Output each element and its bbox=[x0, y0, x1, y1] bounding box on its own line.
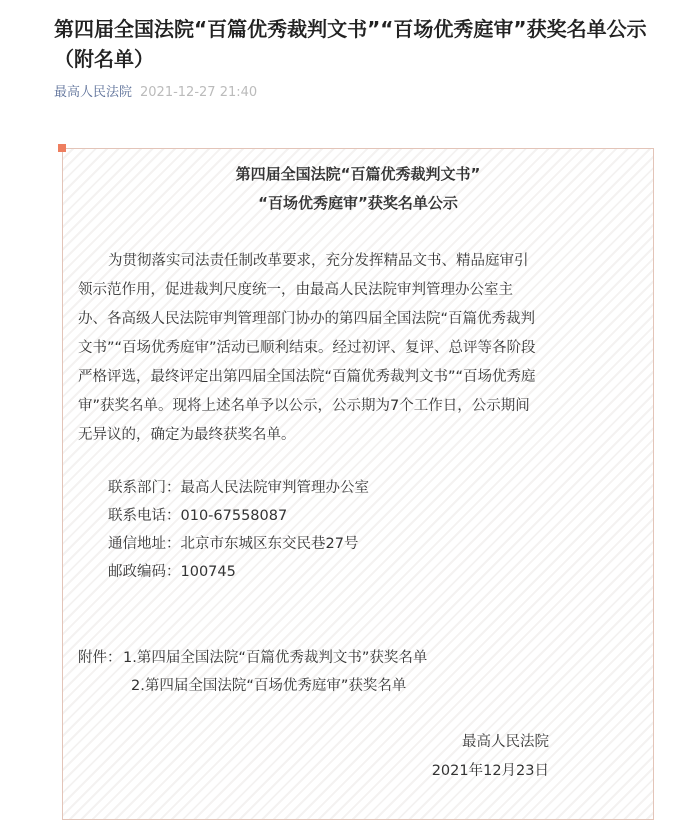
attachment-item: 1.第四届全国法院“百篇优秀裁判文书”获奖名单 bbox=[123, 650, 428, 666]
body-line: 为贯彻落实司法责任制改革要求，充分发挥精品文书、精品庭审引 bbox=[108, 253, 529, 269]
notice-date: 2021年12月23日 bbox=[431, 763, 549, 779]
article-title: 第四届全国法院“百篇优秀裁判文书”“百场优秀庭审”获奖名单公示（附名单） bbox=[54, 17, 647, 71]
publish-time: 2021-12-27 21:40 bbox=[140, 85, 258, 100]
contact-postcode: 邮政编码：100745 bbox=[108, 564, 236, 580]
body-line: 无异议的，确定为最终获奖名单。 bbox=[78, 427, 296, 443]
body-line: 严格评选，最终评定出第四届全国法院“百篇优秀裁判文书”“百场优秀庭 bbox=[78, 369, 536, 385]
notice-heading-1: 第四届全国法院“百篇优秀裁判文书” bbox=[235, 165, 481, 183]
article-meta bbox=[54, 81, 257, 100]
body-line: 领示范作用，促进裁判尺度统一，由最高人民法院审判管理办公室主 bbox=[78, 282, 513, 298]
contact-department: 联系部门：最高人民法院审判管理办公室 bbox=[108, 480, 369, 496]
contact-address: 通信地址：北京市东城区东交民巷27号 bbox=[108, 536, 359, 552]
attachment-item: 2.第四届全国法院“百场优秀庭审”获奖名单 bbox=[131, 678, 407, 694]
source-link[interactable]: 最高人民法院 bbox=[54, 85, 133, 100]
body-line: 办、各高级人民法院审判管理部门协办的第四届全国法院“百篇优秀裁判 bbox=[78, 311, 536, 327]
body-line: 文书”“百场优秀庭审”活动已顺利结束。经过初评、复评、总评等各阶段 bbox=[78, 340, 536, 356]
body-line: 审”获奖名单。现将上述名单予以公示，公示期为7个工作日，公示期间 bbox=[78, 398, 530, 414]
attachments-label: 附件： bbox=[78, 650, 122, 666]
contact-phone: 联系电话：010-67558087 bbox=[108, 508, 288, 524]
signature: 最高人民法院 bbox=[462, 734, 549, 750]
corner-decoration bbox=[58, 144, 66, 152]
notice-heading-2: “百场优秀庭审”获奖名单公示 bbox=[258, 194, 458, 212]
notice-image bbox=[62, 148, 654, 820]
